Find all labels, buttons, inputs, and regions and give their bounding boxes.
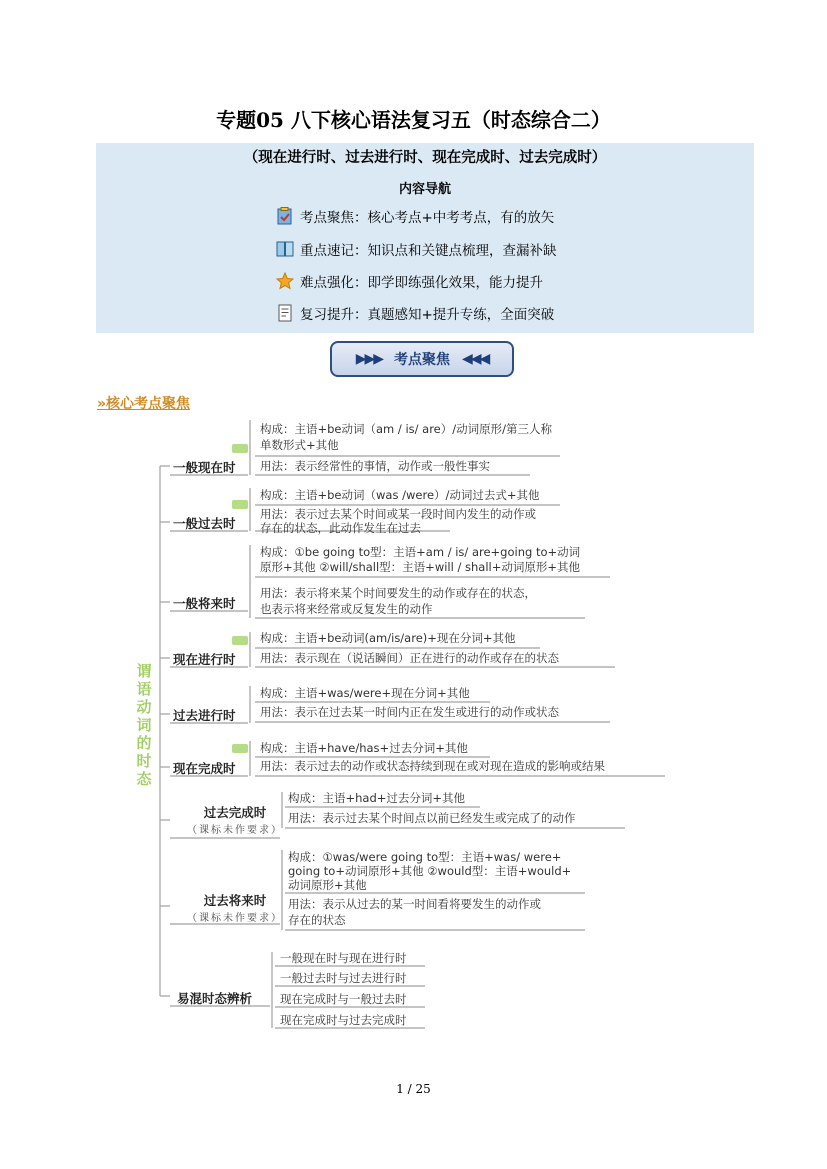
branch-simple-future: 一般将来时 <box>173 596 236 611</box>
leaf-text: 一般现在时与现在进行时 <box>280 951 407 965</box>
leaf-text: 构成：主语+be动词（was /were）/动词过去式+其他 <box>260 488 540 502</box>
leaf-text: 存在的状态，此动作发生在过去 <box>260 521 421 535</box>
branch-past-continuous: 过去进行时 <box>173 708 236 723</box>
leaf-text: 用法：表示从过去的某一时间看将要发生的动作或 <box>288 897 541 911</box>
branch-simple-present: 一般现在时 <box>173 460 236 475</box>
navigation-heading: 内容导航 <box>398 182 451 197</box>
nav-item-label: 难点强化：即学即练强化效果，能力提升 <box>300 275 543 291</box>
right-arrows-icon: ▶▶▶ <box>355 351 382 367</box>
document-title: 专题05 八下核心语法复习五（时态综合二） <box>216 108 611 132</box>
leaf-text: 也表示将来经常或反复发生的动作 <box>260 602 433 616</box>
nav-item-label: 重点速记：知识点和关键点梳理，查漏补缺 <box>300 243 557 259</box>
leaf-text: 一般过去时与过去进行时 <box>280 971 407 985</box>
branch-note: （课标未作要求） <box>187 825 283 836</box>
leaf-text: 构成：①was/were going to型：主语+was/ were+ <box>288 850 562 864</box>
page-number: 1 / 25 <box>396 1082 431 1096</box>
branch-confusing-tenses: 易混时态辨析 <box>177 991 253 1006</box>
leaf-text: 用法：表示过去的动作或状态持续到现在或对现在造成的影响或结果 <box>260 759 605 773</box>
branch-simple-past: 一般过去时 <box>173 516 236 531</box>
leaf-text: 存在的状态 <box>288 913 346 927</box>
leaf-text: 构成：主语+have/has+过去分词+其他 <box>260 741 468 755</box>
leaf-text: 原形+其他 ②will/shall型：主语+will / shall+动词原形+其他 <box>260 560 580 574</box>
leaf-text: 用法：表示过去某个时间点以前已经发生或完成了的动作 <box>288 811 576 825</box>
mindmap-root: 谓 语 动 词 的 时 态 <box>136 662 152 788</box>
leaf-text: 构成：①be going to型：主语+am / is/ are+going to+动词 <box>260 545 581 559</box>
leaf-text: 现在完成时与一般过去时 <box>280 992 407 1006</box>
left-arrows-icon: ◀◀◀ <box>462 351 489 367</box>
banner-label: 考点聚焦 <box>394 352 450 368</box>
branch-past-perfect <box>187 803 283 836</box>
leaf-text: 用法：表示在过去某一时间内正在发生或进行的动作或状态 <box>260 705 559 719</box>
branch-present-continuous: 现在进行时 <box>173 652 236 667</box>
branch-note: （课标未作要求） <box>187 913 283 924</box>
leaf-text: going to+动词原形+其他 ②would型：主语+would+ <box>288 864 572 878</box>
double-chevron-icon: » <box>97 396 107 412</box>
subtitle: （现在进行时、过去进行时、现在完成时、过去完成时） <box>243 150 607 166</box>
leaf-text: 构成：主语+be动词(am/is/are)+现在分词+其他 <box>260 631 516 645</box>
nav-item-label: 考点聚焦：核心考点+中考考点，有的放矢 <box>300 210 555 226</box>
branch-label: 过去将来时 <box>203 893 267 908</box>
nav-item-label: 复习提升：真题感知+提升专练，全面突破 <box>300 307 555 323</box>
leaf-text: 用法：表示现在（说话瞬间）正在进行的动作或存在的状态 <box>260 651 559 665</box>
leaf-text: 用法：表示经常性的事情，动作或一般性事实 <box>260 459 490 473</box>
branch-present-perfect: 现在完成时 <box>173 761 236 776</box>
leaf-text: 单数形式+其他 <box>260 438 339 452</box>
leaf-text: 构成：主语+was/were+现在分词+其他 <box>260 686 470 700</box>
branch-label: 过去完成时 <box>203 805 267 820</box>
leaf-text: 现在完成时与过去完成时 <box>280 1013 407 1027</box>
leaf-text: 构成：主语+had+过去分词+其他 <box>288 791 466 805</box>
leaf-text: 用法：表示将来某个时间要发生的动作或存在的状态， <box>260 586 536 600</box>
leaf-text: 用法：表示过去某个时间或某一段时间内发生的动作或 <box>260 507 536 521</box>
section-heading-label: 核心考点聚焦 <box>106 396 191 412</box>
leaf-text: 动词原形+其他 <box>288 878 367 892</box>
branch-past-future <box>187 891 283 924</box>
leaf-text: 构成：主语+be动词（am / is/ are）/动词原形/第三人称 <box>260 422 553 436</box>
